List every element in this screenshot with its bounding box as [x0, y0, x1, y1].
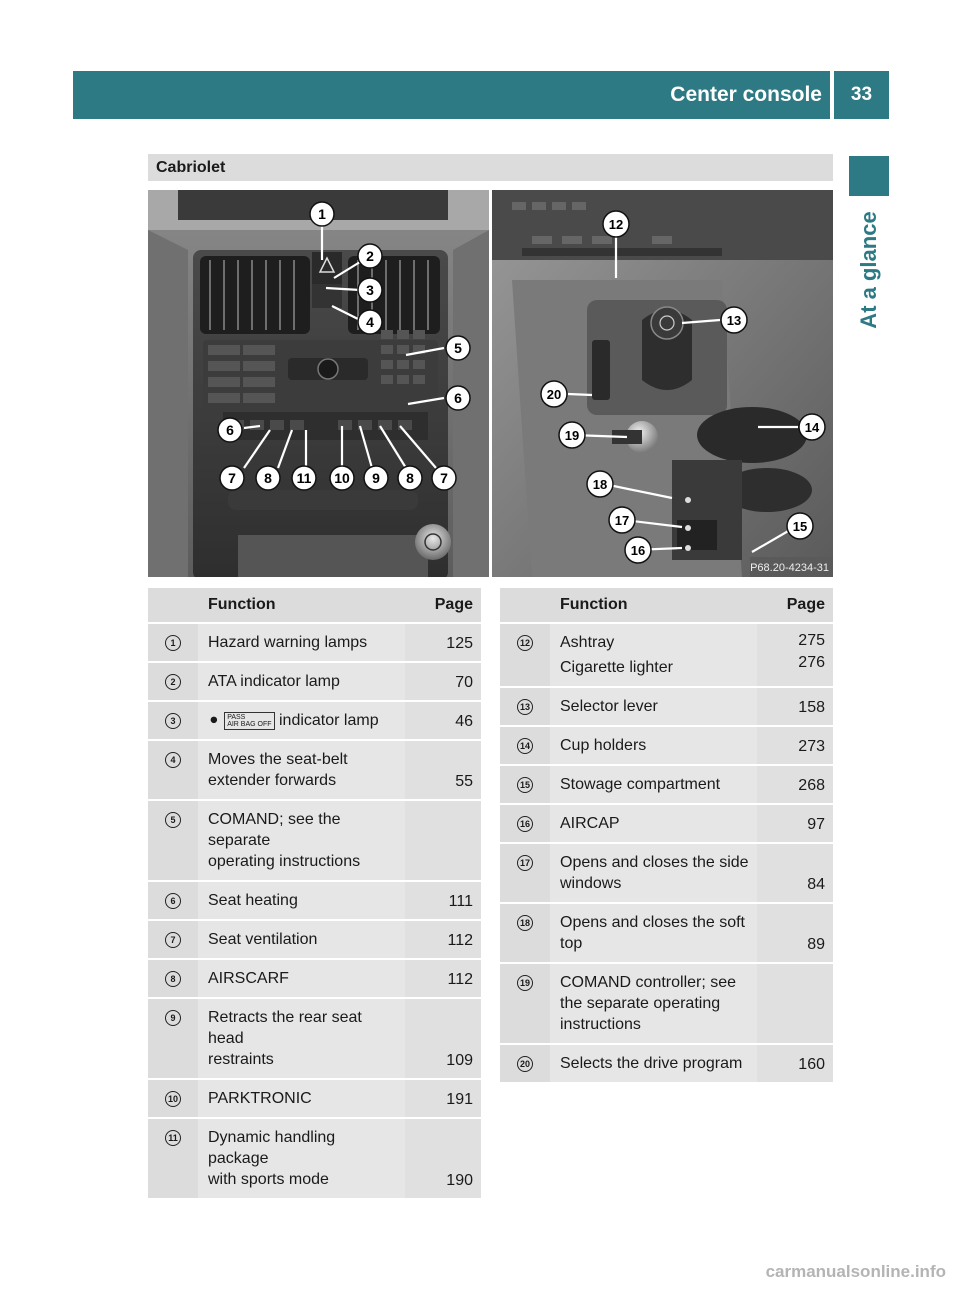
svg-text:7: 7 [228, 470, 236, 486]
page-reference: 160 [757, 1045, 833, 1084]
table-row [500, 904, 833, 964]
svg-text:18: 18 [592, 477, 608, 492]
table-header-row [148, 588, 481, 624]
table-row [500, 766, 833, 805]
center-console-photo-right [492, 190, 833, 577]
callout-2 [358, 244, 382, 268]
item-number: 8 [165, 971, 181, 987]
header-page: Page [405, 588, 481, 624]
callout-12 [603, 211, 629, 237]
item-number: 13 [517, 699, 533, 715]
callout-16 [625, 537, 651, 563]
function-label: Opens and closes the soft top [550, 904, 757, 964]
callout-1 [310, 202, 334, 226]
function-label: Ashtray Cigarette lighter [550, 624, 757, 688]
svg-text:14: 14 [804, 420, 820, 435]
page-reference: 190 [405, 1119, 481, 1200]
svg-text:15: 15 [792, 519, 808, 534]
table-row [148, 801, 481, 882]
function-label: Stowage compartment [550, 766, 757, 805]
item-number: 16 [517, 816, 533, 832]
svg-text:6: 6 [226, 422, 234, 438]
callout-10 [330, 466, 354, 490]
function-label: Selector lever [550, 688, 757, 727]
callout-7-left [220, 466, 244, 490]
table-row [500, 727, 833, 766]
table-row [148, 741, 481, 801]
svg-text:20: 20 [546, 387, 562, 402]
callout-18 [587, 471, 613, 497]
function-label: Selects the drive program [550, 1045, 757, 1084]
svg-text:12: 12 [608, 217, 624, 232]
callout-9 [364, 466, 388, 490]
page-reference: 109 [405, 999, 481, 1080]
table-row [500, 964, 833, 1045]
table-row [148, 702, 481, 741]
page-reference: 112 [405, 921, 481, 960]
item-number: 4 [165, 752, 181, 768]
item-number: 18 [517, 915, 533, 931]
header-function: Function [198, 588, 405, 624]
callout-19 [559, 422, 585, 448]
page-reference: 55 [405, 741, 481, 801]
svg-text:4: 4 [366, 314, 374, 330]
callout-4 [358, 310, 382, 334]
table-row [148, 1080, 481, 1119]
watermark: carmanualsonline.info [765, 1262, 946, 1281]
page-reference: 84 [757, 844, 833, 904]
svg-text:8: 8 [406, 470, 414, 486]
page-reference: 268 [757, 766, 833, 805]
svg-text:3: 3 [366, 282, 374, 298]
page-reference: 70 [405, 663, 481, 702]
side-tab-label: At a glance [856, 211, 881, 329]
callout-11 [292, 466, 316, 490]
page-number: 33 [850, 84, 873, 105]
table-row [148, 1119, 481, 1200]
page-title: Center console [670, 83, 822, 106]
svg-text:17: 17 [614, 513, 630, 528]
svg-text:16: 16 [630, 543, 646, 558]
item-number: 14 [517, 738, 533, 754]
svg-text:1: 1 [318, 206, 326, 222]
page-reference: 97 [757, 805, 833, 844]
callout-8-right [398, 466, 422, 490]
page-reference: 191 [405, 1080, 481, 1119]
image-reference: P68.20-4234-31 [750, 562, 829, 574]
function-table-right [500, 588, 833, 1084]
item-number: 20 [517, 1056, 533, 1072]
item-number: 3 [165, 713, 181, 729]
header-number [500, 588, 550, 624]
table-row [148, 921, 481, 960]
item-number: 19 [517, 975, 533, 991]
function-table-left [148, 588, 481, 1200]
item-number: 1 [165, 635, 181, 651]
function-label: Dynamic handling package with sports mode [198, 1119, 405, 1200]
passenger-airbag-icon: ⚫ [208, 712, 220, 728]
table-row [148, 663, 481, 702]
page-reference: 158 [757, 688, 833, 727]
item-number: 9 [165, 1010, 181, 1026]
function-label: Seat heating [198, 882, 405, 921]
table-row [500, 1045, 833, 1084]
item-number: 15 [517, 777, 533, 793]
function-label: ⚫ PASS AIR BAG OFF indicator lamp [198, 702, 405, 741]
function-label: Opens and closes the side windows [550, 844, 757, 904]
table-row [148, 882, 481, 921]
dashboard-illustration [148, 190, 489, 577]
item-number: 12 [517, 635, 533, 651]
callout-8-left [256, 466, 280, 490]
item-number: 7 [165, 932, 181, 948]
item-number: 17 [517, 855, 533, 871]
svg-text:8: 8 [264, 470, 272, 486]
svg-text:2: 2 [366, 248, 374, 264]
table-header-row [500, 588, 833, 624]
callout-3 [358, 278, 382, 302]
svg-text:10: 10 [334, 470, 350, 486]
callout-13 [721, 307, 747, 333]
page-reference: 275 276 [757, 624, 833, 688]
function-label: Moves the seat-belt extender forwards [198, 741, 405, 801]
table-row [500, 805, 833, 844]
function-label: AIRSCARF [198, 960, 405, 999]
svg-text:13: 13 [726, 313, 742, 328]
callout-14 [799, 414, 825, 440]
item-number: 11 [165, 1130, 181, 1146]
header-function: Function [550, 588, 757, 624]
callout-20 [541, 381, 567, 407]
table-row [500, 624, 833, 688]
page-reference: 125 [405, 624, 481, 663]
function-label: Seat ventilation [198, 921, 405, 960]
passenger-airbag-off-icon: PASS AIR BAG OFF [224, 712, 274, 730]
function-label: COMAND; see the separate operating instructions [198, 801, 405, 882]
function-label: Retracts the rear seat head restraints [198, 999, 405, 1080]
svg-text:19: 19 [564, 428, 580, 443]
table-row [148, 624, 481, 663]
page-reference: 111 [405, 882, 481, 921]
table-row [148, 960, 481, 999]
callout-15 [787, 513, 813, 539]
section-header [148, 154, 833, 181]
item-number: 5 [165, 812, 181, 828]
function-label: Hazard warning lamps [198, 624, 405, 663]
callout-6-left [218, 418, 242, 442]
section-title: Cabriolet [156, 159, 226, 176]
table-row [148, 999, 481, 1080]
page-reference [757, 964, 833, 1045]
svg-text:7: 7 [440, 470, 448, 486]
center-console-photo-left [148, 190, 489, 577]
function-label: PARKTRONIC [198, 1080, 405, 1119]
item-number: 10 [165, 1091, 181, 1107]
item-number: 2 [165, 674, 181, 690]
function-label: AIRCAP [550, 805, 757, 844]
function-label: COMAND controller; see the separate operating instructions [550, 964, 757, 1045]
table-row [500, 688, 833, 727]
item-number: 6 [165, 893, 181, 909]
header-page: Page [757, 588, 833, 624]
callout-17 [609, 507, 635, 533]
svg-text:9: 9 [372, 470, 380, 486]
svg-text:11: 11 [296, 470, 312, 486]
table-row [500, 844, 833, 904]
page-reference: 273 [757, 727, 833, 766]
svg-text:5: 5 [454, 340, 462, 356]
side-tab [849, 156, 889, 196]
page-reference: 89 [757, 904, 833, 964]
callout-6-right [446, 386, 470, 410]
function-label: Cup holders [550, 727, 757, 766]
callout-5 [446, 336, 470, 360]
page-reference [405, 801, 481, 882]
callout-7-right [432, 466, 456, 490]
svg-text:6: 6 [454, 390, 462, 406]
page-reference: 46 [405, 702, 481, 741]
page-reference: 112 [405, 960, 481, 999]
function-label: ATA indicator lamp [198, 663, 405, 702]
header-number [148, 588, 198, 624]
console-illustration [492, 190, 833, 577]
